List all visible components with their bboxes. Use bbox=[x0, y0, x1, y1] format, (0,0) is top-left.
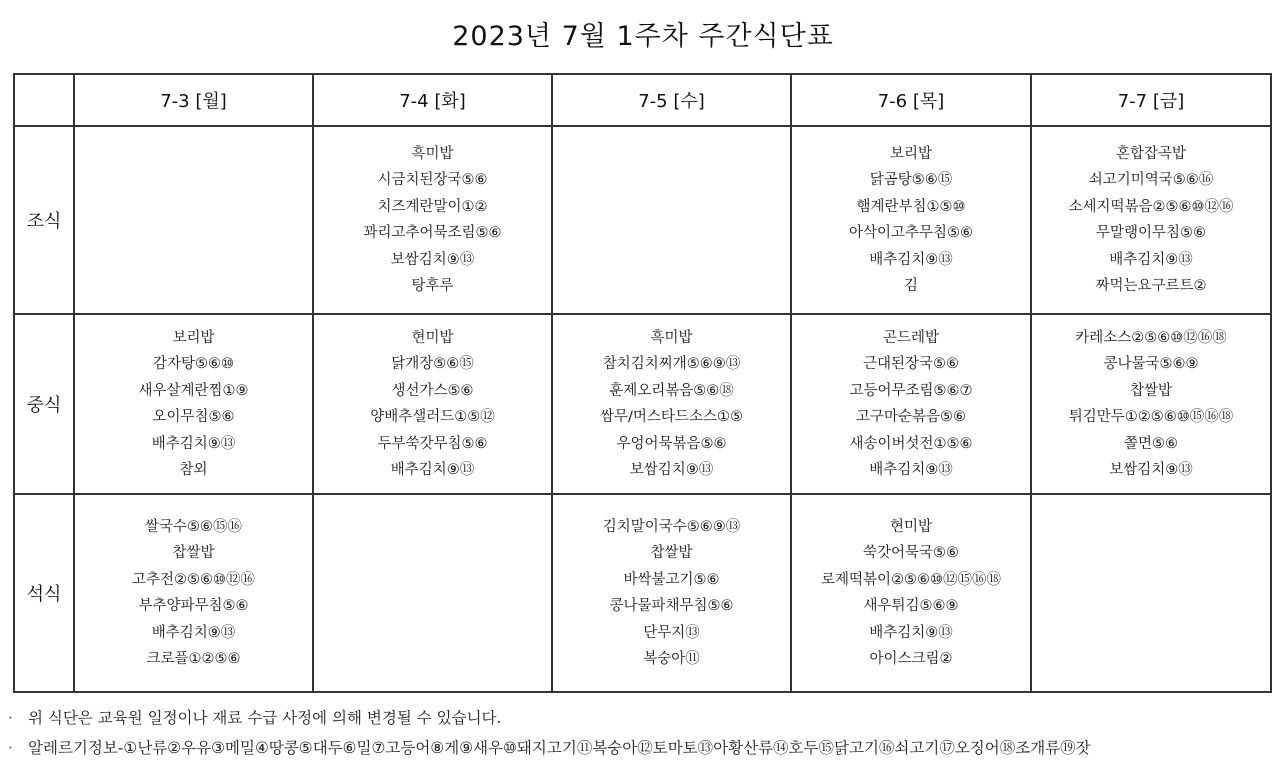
day-header-mon: 7-3 [월] bbox=[74, 74, 313, 126]
menu-item: 햄계란부침①⑤⑩ bbox=[856, 198, 966, 215]
day-header-tue: 7-4 [화] bbox=[313, 74, 552, 126]
menu-item: 시금치된장국⑤⑥ bbox=[377, 172, 488, 188]
menu-item: 바싹불고기⑤⑥ bbox=[623, 571, 720, 588]
menu-item: 콩나물국⑤⑥⑨ bbox=[1103, 356, 1199, 372]
menu-item: 찹쌀밥 bbox=[650, 545, 693, 561]
menu-cell bbox=[313, 494, 552, 692]
menu-item: 쌀국수⑤⑥⑮⑯ bbox=[144, 518, 243, 535]
menu-item: 닭개장⑤⑥⑮ bbox=[391, 356, 474, 372]
menu-item: 현미밥 bbox=[889, 518, 933, 535]
menu-cell bbox=[74, 494, 313, 692]
menu-item: 근대된장국⑤⑥ bbox=[862, 356, 960, 372]
menu-cell bbox=[74, 126, 313, 314]
menu-item: 치즈계란말이①② bbox=[377, 198, 488, 215]
menu-cell bbox=[552, 494, 791, 692]
menu-cell bbox=[1031, 314, 1271, 494]
menu-item: 단무지⑬ bbox=[643, 624, 700, 641]
menu-item: 혼합잡곡밥 bbox=[1115, 145, 1187, 162]
menu-cell bbox=[1031, 126, 1271, 314]
menu-item: 찹쌀밥 bbox=[172, 545, 215, 561]
menu-item: 두부쑥갓무침⑤⑥ bbox=[377, 435, 488, 452]
menu-item: 배추김치⑨⑬ bbox=[869, 251, 953, 268]
menu-item: 생선가스⑤⑥ bbox=[391, 382, 474, 399]
menu-item: 튀김만두①②⑤⑥⑩⑮⑯⑱ bbox=[1068, 409, 1234, 425]
menu-item: 고추전②⑤⑥⑩⑫⑯ bbox=[131, 571, 256, 588]
menu-cell bbox=[552, 314, 791, 494]
menu-item: 흑미밥 bbox=[411, 145, 454, 162]
menu-item: 현미밥 bbox=[411, 329, 454, 346]
meal-label-breakfast: 조식 bbox=[14, 126, 74, 314]
menu-item: 고등어무조림⑤⑥⑦ bbox=[849, 382, 973, 399]
menu-item: 양배추샐러드①⑤⑫ bbox=[370, 409, 495, 425]
menu-item: 무말랭이무침⑤⑥ bbox=[1095, 225, 1207, 241]
menu-item: 배추김치⑨⑬ bbox=[1109, 251, 1193, 268]
menu-item: 배추김치⑨⑬ bbox=[151, 435, 236, 452]
bullet: · bbox=[8, 709, 13, 727]
allergy-info-text: 알레르기정보-①난류②우유③메밀④땅콩⑤대두⑥밀⑦고등어⑧게⑨새우⑩돼지고기⑪복숭아⑫토마토⑬아황산류⑭호두⑮닭고기⑯쇠고기⑰오징어⑱조개류⑲잣 bbox=[28, 739, 1091, 757]
menu-item: 보리밥 bbox=[172, 329, 215, 346]
menu-cell bbox=[552, 126, 791, 314]
menu-item: 보쌈김치⑨⑬ bbox=[1109, 462, 1193, 478]
menu-item: 보리밥 bbox=[889, 145, 933, 162]
header-row bbox=[14, 74, 1271, 126]
menu-cell bbox=[791, 126, 1031, 314]
menu-item: 배추김치⑨⑬ bbox=[151, 624, 236, 641]
menu-item: 보쌈김치⑨⑬ bbox=[629, 462, 714, 478]
menu-item: 닭곰탕⑤⑥⑮ bbox=[869, 172, 953, 188]
menu-item: 참외 bbox=[179, 462, 208, 478]
menu-item: 김 bbox=[903, 278, 918, 294]
menu-item: 탕후루 bbox=[411, 278, 454, 294]
day-header-fri: 7-7 [금] bbox=[1031, 74, 1271, 126]
menu-item: 새우튀김⑤⑥⑨ bbox=[863, 598, 959, 614]
menu-item: 오이무침⑤⑥ bbox=[152, 409, 235, 425]
menu-cell bbox=[313, 314, 552, 494]
menu-item: 꽈리고추어묵조림⑤⑥ bbox=[363, 225, 502, 241]
allergy-info bbox=[8, 735, 1278, 765]
menu-item: 크로플①②⑤⑥ bbox=[146, 651, 241, 667]
day-header-thu: 7-6 [목] bbox=[791, 74, 1031, 126]
day-header-wed: 7-5 [수] bbox=[552, 74, 791, 126]
breakfast-row bbox=[14, 126, 1271, 314]
menu-item: 쌈무/머스타드소스①⑤ bbox=[600, 409, 743, 425]
menu-item: 참치김치찌개⑤⑥⑨⑬ bbox=[602, 356, 741, 372]
menu-cell bbox=[1031, 494, 1271, 692]
menu-item: 배추김치⑨⑬ bbox=[390, 462, 475, 478]
meal-label-lunch: 중식 bbox=[14, 314, 74, 494]
menu-item: 고구마순볶음⑤⑥ bbox=[855, 409, 967, 425]
meal-label-dinner: 석식 bbox=[14, 494, 74, 692]
menu-item: 짜먹는요구르트② bbox=[1095, 278, 1207, 294]
menu-item: 감자탕⑤⑥⑩ bbox=[152, 356, 235, 372]
menu-cell bbox=[791, 314, 1031, 494]
menu-item: 카레소스②⑤⑥⑩⑫⑯⑱ bbox=[1075, 329, 1227, 346]
menu-item: 쫄면⑤⑥ bbox=[1123, 435, 1178, 452]
weekly-menu-table bbox=[13, 73, 1272, 693]
bullet: · bbox=[8, 739, 13, 757]
menu-item: 로제떡볶이②⑤⑥⑩⑫⑮⑯⑱ bbox=[820, 571, 1002, 588]
menu-item: 우엉어묵볶음⑤⑥ bbox=[616, 435, 727, 452]
menu-item: 배추김치⑨⑬ bbox=[869, 462, 953, 478]
menu-item: 곤드레밥 bbox=[882, 329, 940, 346]
page-title: 2023년 7월 1주차 주간식단표 bbox=[452, 21, 834, 52]
corner-cell bbox=[14, 74, 74, 126]
change-notice bbox=[8, 705, 1278, 735]
menu-item: 새우살계란찜①⑨ bbox=[138, 382, 249, 399]
menu-item: 아삭이고추무침⑤⑥ bbox=[848, 225, 974, 241]
menu-item: 소세지떡볶음②⑤⑥⑩⑫⑯ bbox=[1068, 198, 1234, 215]
menu-item: 쇠고기미역국⑤⑥⑯ bbox=[1088, 172, 1214, 188]
menu-cell bbox=[313, 126, 552, 314]
menu-item: 김치말이국수⑤⑥⑨⑬ bbox=[602, 518, 741, 535]
menu-item: 배추김치⑨⑬ bbox=[869, 624, 953, 641]
menu-item: 찹쌀밥 bbox=[1129, 382, 1173, 399]
lunch-row bbox=[14, 314, 1271, 494]
dinner-row bbox=[14, 494, 1271, 692]
footnotes bbox=[8, 705, 1278, 765]
menu-item: 쑥갓어묵국⑤⑥ bbox=[862, 545, 960, 561]
menu-item: 훈제오리볶음⑤⑥⑱ bbox=[609, 382, 734, 399]
menu-item: 콩나물파채무침⑤⑥ bbox=[609, 598, 734, 614]
menu-item: 보쌈김치⑨⑬ bbox=[390, 251, 475, 268]
menu-item: 흑미밥 bbox=[650, 329, 693, 346]
menu-item: 새송이버섯전①⑤⑥ bbox=[849, 435, 973, 452]
change-notice-text: 위 식단은 교육원 일정이나 재료 수급 사정에 의해 변경될 수 있습니다. bbox=[28, 709, 502, 727]
menu-item: 부추양파무침⑤⑥ bbox=[138, 598, 249, 614]
menu-item: 아이스크림② bbox=[869, 651, 953, 667]
menu-cell bbox=[74, 314, 313, 494]
menu-cell bbox=[791, 494, 1031, 692]
menu-item: 복숭아⑪ bbox=[643, 651, 700, 667]
